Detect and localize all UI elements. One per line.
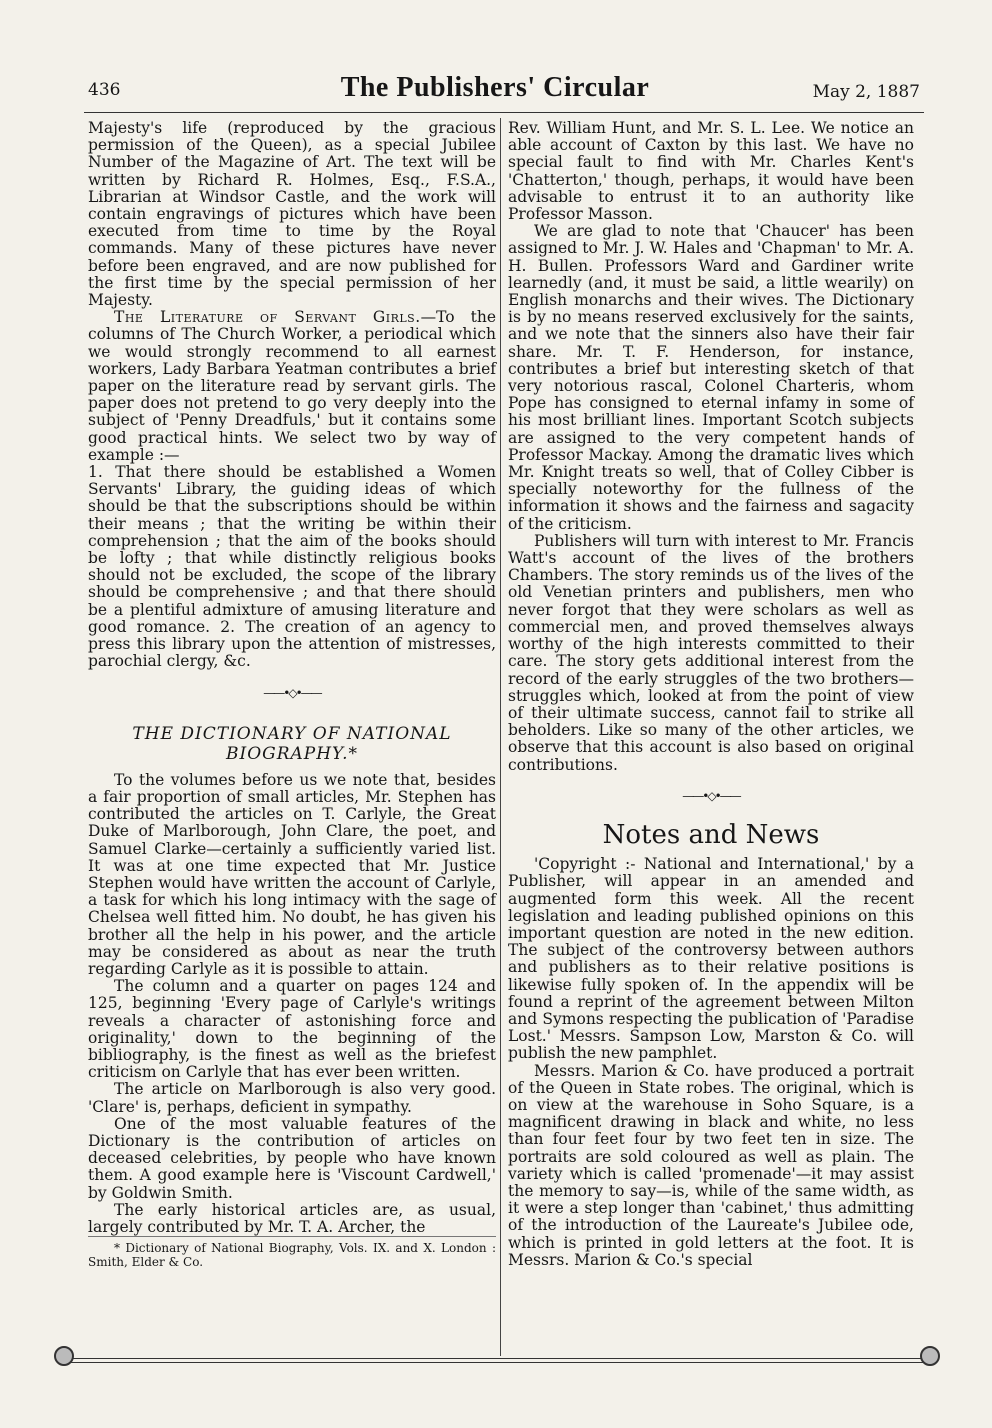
notes-and-news-heading: Notes and News: [602, 819, 820, 850]
corner-ornament-icon: [920, 1346, 940, 1366]
paragraph: 'Copyright :- National and International,' by a Publisher, will appear in an amended and augmented form this week. All the recent legislation and leading published opinions on this important question are noted in the new edition. The subject of the controversy between authors and publishers as to their relative positions is likewise fully spoken of. In the appendix will be found a reprint of the agreement between Milton and Symons respecting the publication of 'Paradise Lost.' Messrs. Sampson Low, Marston & Co. will publish the new pamphlet.: [508, 855, 914, 1063]
journal-title: The Publishers' Circular: [340, 72, 650, 103]
paragraph: The early historical articles are, as usual, largely contributed by Mr. T. A. Archer, the: [88, 1200, 496, 1236]
paragraph: Rev. William Hunt, and Mr. S. L. Lee. We notice an able account of Caxton by this last. We have no special fault to find with Mr. Charles Kent's 'Chatterton,' though, perhaps, it would have been advisable to entrust it to an authority like Professor Masson.: [508, 119, 914, 224]
paragraph: We are glad to note that 'Chaucer' has been assigned to Mr. J. W. Hales and 'Chapman' to Mr. A. H. Bullen. Professors Ward and Gardiner write learnedly (and, it must be said, a little wearily) on English monarchs and their wives. The Dictionary is by no means reserved exclusively for the saints, and we note that the sinners also have their fair share. Mr. T. F. Henderson, for instance, contributes a brief but interesting sketch of that very notorious rascal, Colonel Charteris, whom Pope has consigned to eternal infamy in some of his most brilliant lines. Important Scotch subjects are assigned to the very competent hands of Professor Mackay. Among the dramatic lives which Mr. Knight treats so well, that of Colley Cibber is specially noteworthy for the fullness of the information it shows and the fairness and sagacity of the criticism.: [508, 222, 914, 533]
section-heading: THE DICTIONARY OF NATIONAL BIOGRAPHY.*: [132, 723, 452, 764]
paragraph: To the volumes before us we note that, besides a fair proportion of small articles, Mr. Stephen has contributed the articles on T. Carlyle, the Great Duke of Marlborough, John Clare, the poet, and Samuel Clarke—certainly a sufficiently varied list. It was at one time expected that Mr. Justice Stephen would have written the account of Carlyle, a task for which his long intimacy with the sage of Chelsea well fitted him. No doubt, he has given his brother all the help in his power, and the article may be considered as about as near the truth regarding Carlyle as it is possible to attain.: [88, 770, 496, 978]
footnote: * Dictionary of National Biography, Vols. IX. and X. London : Smith, Elder & Co.: [88, 1236, 496, 1269]
paragraph: Majesty's life (reproduced by the gracious permission of the Queen), as a special Jubilee Number of the Magazine of Art. The text will be written by Richard R. Holmes, Esq., F.S.A., Librarian at Windsor Castle, and the work will contain engravings of pictures which have been executed from time to time by the Royal commands. Many of these pictures have never before been engraved, and are now published for the first time by the special permission of her Majesty.: [88, 119, 496, 310]
footer-rule: [70, 1358, 924, 1359]
paragraph: The column and a quarter on pages 124 and 125, beginning 'Every page of Carlyle's writings reveals a character of astonishing force and originality,' down to the beginning of the bibliography, is the finest as well as the briefest criticism on Carlyle that has ever been written.: [88, 977, 496, 1082]
paragraph-servant-girls: [88, 309, 496, 464]
paragraph-text: —To the columns of The Church Worker, a periodical which we would strongly recommend to all earnest workers, Lady Barbara Yeatman contributes a brief paper on the literature read by servant girls. The paper does not pretend to go very deeply into the subject of 'Penny Dreadfuls,' but it contains some good practical hints. We select two by way of example :—: [88, 308, 496, 464]
right-column: [508, 120, 914, 1269]
corner-ornament-icon: [54, 1346, 74, 1366]
paragraph: The article on Marlborough is also very good. 'Clare' is, perhaps, deficient in sympathy.: [88, 1080, 496, 1116]
header-rule: [84, 112, 924, 113]
issue-date: May 2, 1887: [812, 82, 920, 102]
paragraph: One of the most valuable features of the Dictionary is the contribution of articles on deceased celebrities, by people who have known them. A good example here is 'Viscount Cardwell,' by Goldwin Smith.: [88, 1114, 496, 1202]
section-divider: ——•◇•——: [682, 788, 740, 803]
run-in-heading: The Literature of Servant Girls.: [114, 308, 421, 327]
footer-rule: [70, 1362, 924, 1363]
page-header: [60, 60, 930, 110]
left-column: [88, 120, 496, 1269]
paragraph: 1. That there should be established a Women Servants' Library, the guiding ideas of which should be that the subscriptions should be within their means ; that the writing be within their comprehension ; that the aim of the books should be lofty ; that while distinctly religious books should not be excluded, the scope of the library should be comprehensive ; and that there should be a plentiful admixture of amusing literature and good romance. 2. The creation of an agency to press this library upon the attention of mistresses, parochial clergy, &c.: [88, 463, 496, 671]
paragraph: Messrs. Marion & Co. have produced a portrait of the Queen in State robes. The original, which is on view at the warehouse in Soho Square, is a magnificent drawing in black and white, no less than four feet four by two feet ten in size. The portraits are sold coloured as well as plain. The variety which is called 'promenade'—it may assist the memory to say—is, while of the same width, as it were a step longer than 'cabinet,' thus admitting of the introduction of the Laureate's Jubilee ode, which is printed in gold letters at the foot. It is Messrs. Marion & Co.'s special: [508, 1061, 914, 1269]
page-number: 436: [88, 80, 121, 100]
section-divider: ——•◇•——: [263, 685, 321, 700]
paragraph: Publishers will turn with interest to Mr. Francis Watt's account of the lives of the brothers Chambers. The story reminds us of the lives of the old Venetian printers and publishers, men who never forgot that they were scholars as well as commercial men, and proved themselves always worthy of the high interests committed to their care. The story gets additional interest from the record of the early struggles of the two brothers—struggles which, looked at from the point of view of their ultimate success, cannot fail to strike all beholders. Like so many of the other articles, we observe that this account is also based on original contributions.: [508, 531, 914, 774]
column-divider: [500, 118, 501, 1356]
